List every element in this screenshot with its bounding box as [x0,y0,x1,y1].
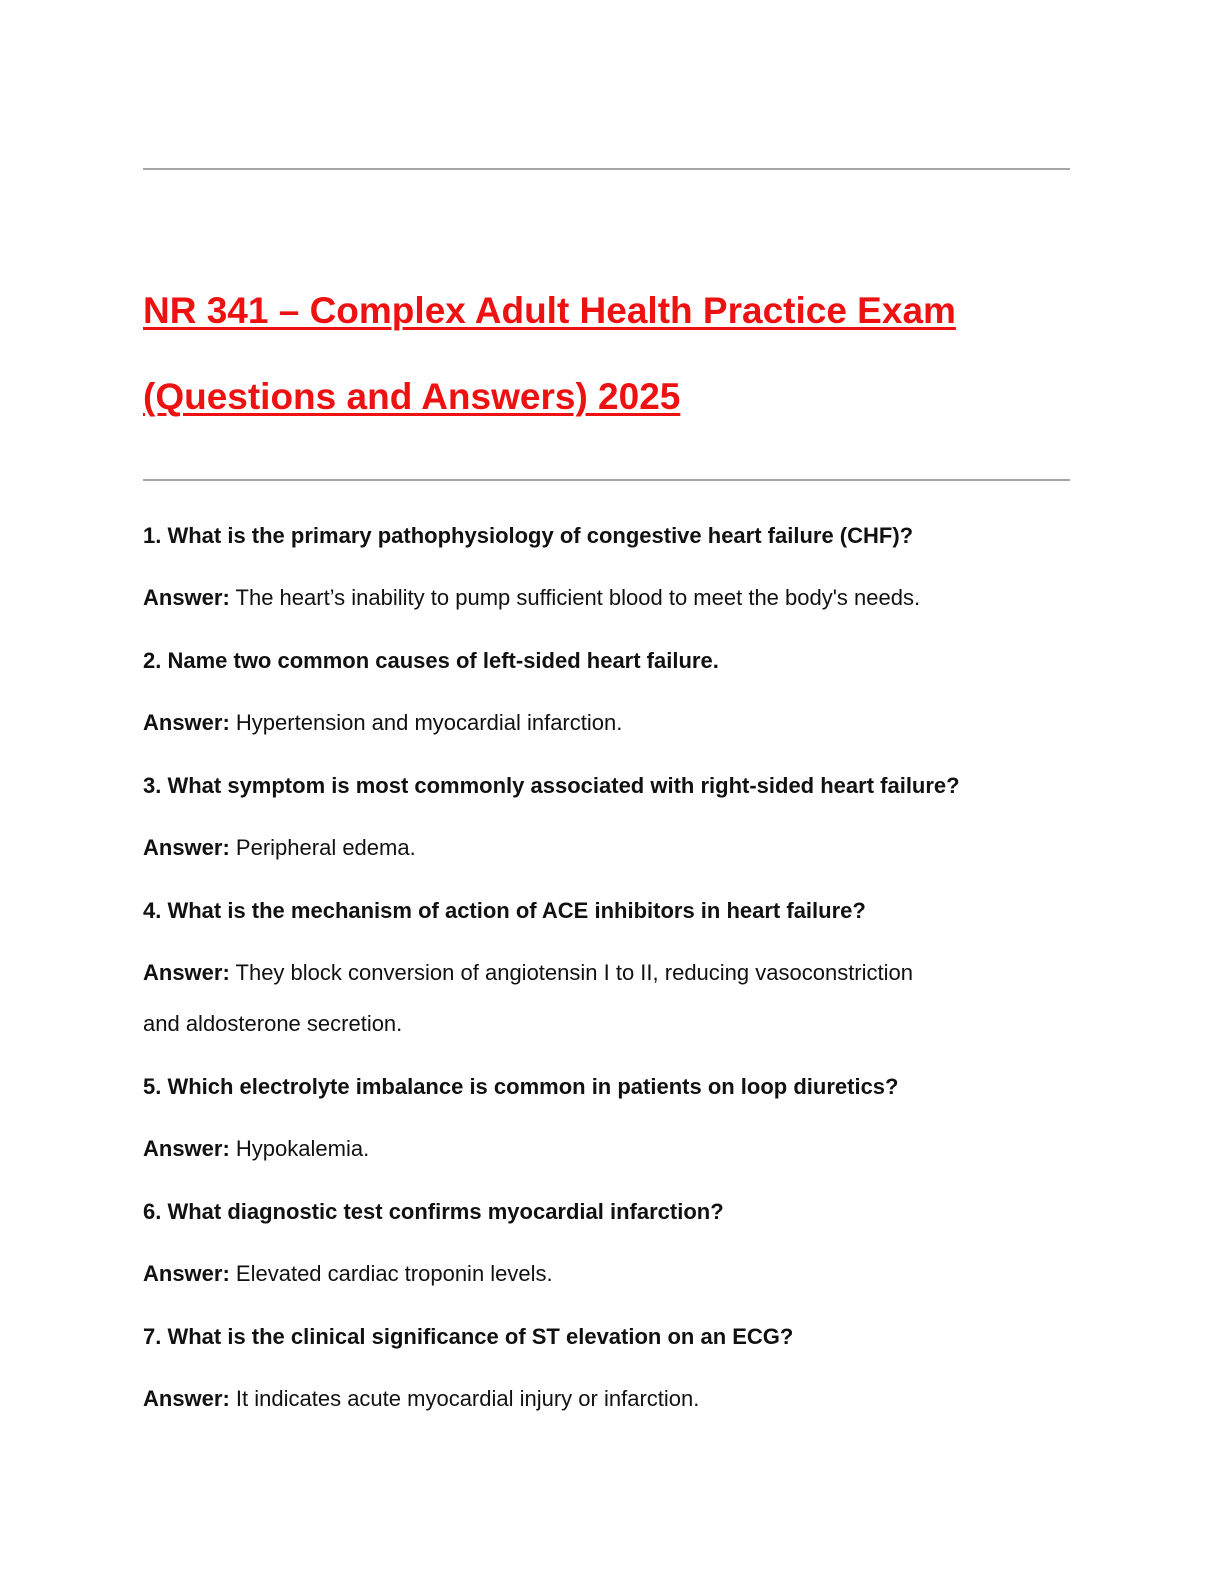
answer-7 [143,1385,1083,1413]
title-line-1: NR 341 – Complex Adult Health Practice Exam [143,290,956,331]
answer-label: Answer: [143,1261,230,1286]
question-4: 4. What is the mechanism of action of ACE inhibitors in heart failure? [143,898,866,923]
answer-2 [143,709,1083,737]
question-1: 1. What is the primary pathophysiology of congestive heart failure (CHF)? [143,523,914,548]
answer-label: Answer: [143,710,230,735]
answer-text: They block conversion of angiotensin I to II, reducing vasoconstriction [235,960,913,985]
answer-label: Answer: [143,1136,230,1161]
answer-text: Peripheral edema. [235,835,416,860]
answer-label: Answer: [143,1386,230,1411]
question-3: 3. What symptom is most commonly associated with right-sided heart failure? [143,773,960,798]
document-title [143,268,1083,440]
answer-label: Answer: [143,585,230,610]
answer-4-continuation: and aldosterone secretion. [143,1011,403,1036]
question-5: 5. Which electrolyte imbalance is common in patients on loop diuretics? [143,1074,899,1099]
answer-text: Elevated cardiac troponin levels. [235,1261,553,1286]
question-6: 6. What diagnostic test confirms myocardial infarction? [143,1199,724,1224]
answer-3 [143,834,1083,862]
answer-text: It indicates acute myocardial injury or infarction. [235,1386,700,1411]
answer-6 [143,1260,1083,1288]
question-2: 2. Name two common causes of left-sided heart failure. [143,648,719,673]
answer-5 [143,1135,1083,1163]
title-line-2: (Questions and Answers) 2025 [143,376,681,417]
answer-label: Answer: [143,960,230,985]
answer-1 [143,584,1083,612]
answer-4 [143,959,1083,987]
answer-label: Answer: [143,835,230,860]
question-7: 7. What is the clinical significance of ST elevation on an ECG? [143,1324,794,1349]
answer-text: Hypokalemia. [235,1136,370,1161]
title-divider [143,479,1070,481]
answer-text: Hypertension and myocardial infarction. [235,710,623,735]
top-divider [143,168,1070,170]
answer-text: The heart’s inability to pump sufficient blood to meet the body's needs. [235,585,921,610]
